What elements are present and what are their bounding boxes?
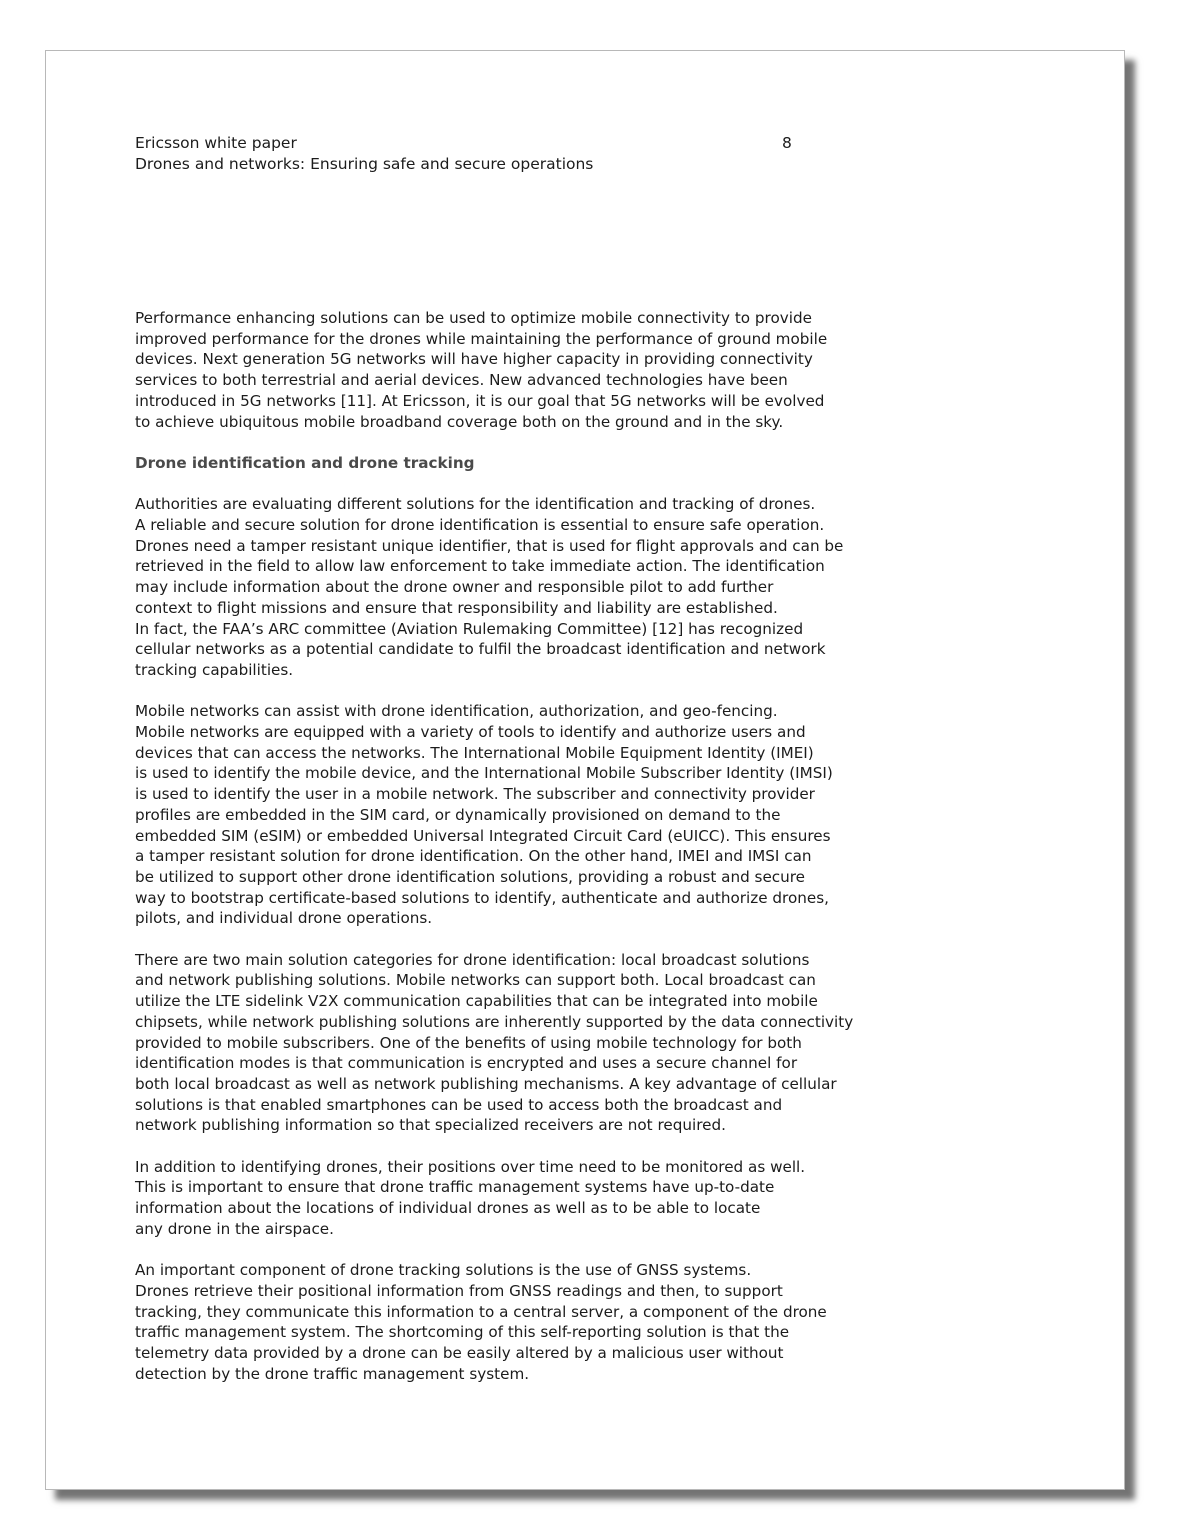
text-line: Drones need a tamper resistant unique identifier, that is used for flight approvals and can be	[135, 536, 844, 555]
header-publication: Ericsson white paper	[135, 134, 297, 152]
page-number: 8	[782, 134, 792, 152]
text-line: tracking, they communicate this information to a central server, a component of the drone	[135, 1302, 827, 1321]
text-line: Authorities are evaluating different solutions for the identification and tracking of drones.	[135, 495, 816, 514]
text-line: profiles are embedded in the SIM card, or dynamically provisioned on demand to the	[135, 805, 781, 824]
text-line: solutions is that enabled smartphones can be used to access both the broadcast and	[135, 1095, 783, 1114]
header-title: Drones and networks: Ensuring safe and secure operations	[135, 154, 594, 173]
paragraph-positions	[135, 1157, 855, 1240]
text-line: cellular networks as a potential candidate to fulfil the broadcast identification and network	[135, 640, 826, 659]
paragraph-mobile-networks	[135, 701, 855, 929]
paragraph-gnss	[135, 1260, 855, 1384]
text-line: both local broadcast as well as network publishing mechanisms. A key advantage of cellular	[135, 1074, 837, 1093]
text-line: A reliable and secure solution for drone identification is essential to ensure safe operation.	[135, 516, 825, 534]
text-line: An important component of drone tracking solutions is the use of GNSS systems.	[135, 1261, 752, 1280]
text-line: improved performance for the drones while maintaining the performance of ground mobile	[135, 329, 828, 348]
section-heading: Drone identification and drone tracking	[135, 453, 475, 472]
text-line: There are two main solution categories for drone identification: local broadcast solutions	[135, 950, 810, 969]
text-line: Performance enhancing solutions can be used to optimize mobile connectivity to provide	[135, 309, 812, 327]
paragraph-authorities	[135, 494, 855, 680]
text-line: to achieve ubiquitous mobile broadband coverage both on the ground and in the sky.	[135, 412, 784, 431]
text-line: detection by the drone traffic management system.	[135, 1364, 530, 1383]
text-line: way to bootstrap certificate-based solutions to identify, authenticate and authorize drones,	[135, 888, 829, 907]
paragraph-solution-categories	[135, 950, 855, 1136]
text-line: Mobile networks are equipped with a variety of tools to identify and authorize users and	[135, 723, 806, 742]
text-line: retrieved in the field to allow law enforcement to take immediate action. The identification	[135, 557, 825, 576]
text-line: identification modes is that communication is encrypted and uses a secure channel for	[135, 1054, 798, 1073]
text-line: devices that can access the networks. The International Mobile Equipment Identity (IMEI)	[135, 743, 814, 762]
text-line: telemetry data provided by a drone can be easily altered by a malicious user without	[135, 1344, 784, 1363]
document-page	[45, 50, 1125, 1490]
text-line: tracking capabilities.	[135, 660, 294, 679]
text-line: pilots, and individual drone operations.	[135, 909, 433, 928]
text-line: chipsets, while network publishing solutions are inherently supported by the data connectivity	[135, 1012, 854, 1031]
text-line: In fact, the FAA’s ARC committee (Aviation Rulemaking Committee) [12] has recognized	[135, 619, 804, 638]
text-line: Drones retrieve their positional information from GNSS readings and then, to support	[135, 1281, 783, 1300]
text-line: embedded SIM (eSIM) or embedded Universal Integrated Circuit Card (eUICC). This ensures	[135, 826, 831, 845]
text-line: is used to identify the user in a mobile network. The subscriber and connectivity provider	[135, 785, 815, 804]
page-header	[135, 133, 795, 174]
text-line: is used to identify the mobile device, and the International Mobile Subscriber Identity (IMSI)	[135, 764, 833, 783]
text-line: any drone in the airspace.	[135, 1219, 334, 1238]
text-line: Mobile networks can assist with drone identification, authorization, and geo-fencing.	[135, 702, 778, 721]
text-line: devices. Next generation 5G networks will have higher capacity in providing connectivity	[135, 350, 813, 369]
text-line: be utilized to support other drone identification solutions, providing a robust and secure	[135, 867, 806, 886]
text-line: provided to mobile subscribers. One of the benefits of using mobile technology for both	[135, 1033, 802, 1052]
text-line: traffic management system. The shortcoming of this self-reporting solution is that the	[135, 1323, 790, 1342]
text-line: context to flight missions and ensure that responsibility and liability are established.	[135, 598, 778, 617]
text-line: information about the locations of individual drones as well as to be able to locate	[135, 1199, 761, 1218]
text-line: utilize the LTE sidelink V2X communication capabilities that can be integrated into mobile	[135, 992, 818, 1011]
text-line: This is important to ensure that drone traffic management systems have up-to-date	[135, 1178, 775, 1197]
text-line: a tamper resistant solution for drone identification. On the other hand, IMEI and IMSI can	[135, 847, 812, 866]
text-line: services to both terrestrial and aerial devices. New advanced technologies have been	[135, 371, 788, 390]
body-text	[135, 308, 855, 1405]
paragraph-intro	[135, 308, 855, 432]
text-line: In addition to identifying drones, their positions over time need to be monitored as well.	[135, 1157, 806, 1176]
text-line: network publishing information so that specialized receivers are not required.	[135, 1116, 726, 1135]
text-line: may include information about the drone owner and responsible pilot to add further	[135, 578, 774, 597]
text-line: introduced in 5G networks [11]. At Ericsson, it is our goal that 5G networks will be evolved	[135, 391, 825, 410]
text-line: and network publishing solutions. Mobile networks can support both. Local broadcast can	[135, 971, 816, 990]
